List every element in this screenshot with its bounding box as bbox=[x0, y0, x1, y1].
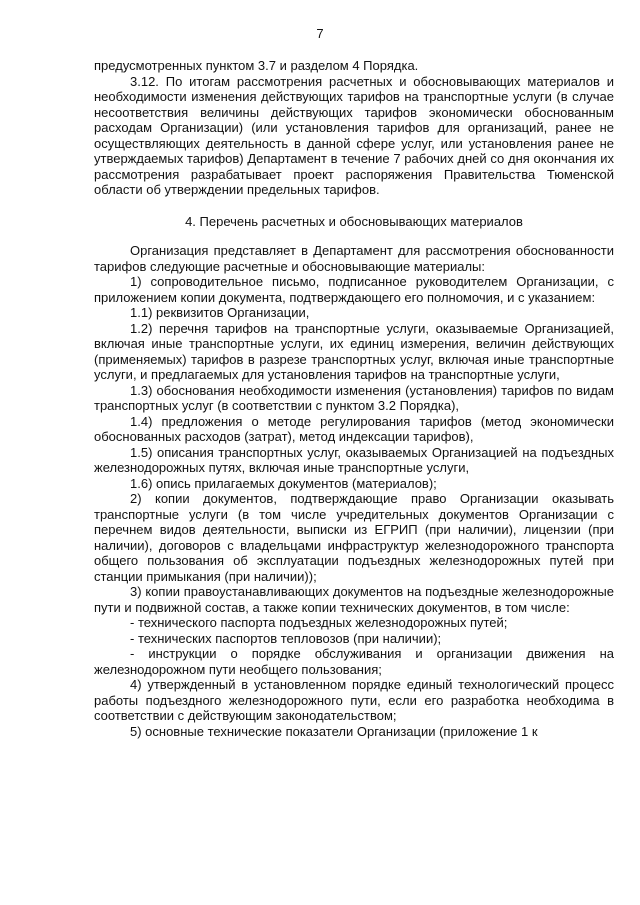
list-item: 1) сопроводительное письмо, подписанное руководителем Организации, с приложением копии документа, подтверждающего его полномочия, и с указанием: bbox=[94, 274, 614, 305]
document-body bbox=[94, 58, 614, 739]
list-item: 4) утвержденный в установленном порядке единый технологический процесс работы подъездного железнодорожного пути, если его разработка необходима в соответствии с действующим законодательством; bbox=[94, 677, 614, 723]
list-item: - технических паспортов тепловозов (при наличии); bbox=[130, 630, 442, 646]
list-item: 5) основные технические показатели Организации (приложение 1 к bbox=[130, 723, 538, 739]
list-item: 1.3) обоснования необходимости изменения (установления) тарифов по видам транспортных услуг (в соответствии с пунктом 3.2 Порядка), bbox=[94, 382, 614, 413]
paragraph: 3.12. По итогам рассмотрения расчетных и обосновывающих материалов и необходимости изменения действующих тарифов на транспортные услуги (в случае несоответствия величины действующих тарифов экономически обоснованным расходам Организации) (или установления тарифов для организаций, ранее не осуществляющих деятельность в данной сфере услуг, или установления ранее не утверждаемых тарифов) Департамент в течение 7 рабочих дней со дня окончания их рассмотрения разрабатывает проект распоряжения Правительства Тюменской области об утверждении предельных тарифов. bbox=[94, 73, 614, 197]
paragraph: Организация представляет в Департамент для рассмотрения обоснованности тарифов следующие расчетные и обосновывающие материалы: bbox=[94, 243, 614, 274]
list-item: 1.4) предложения о методе регулирования тарифов (метод экономически обоснованных расходов (затрат), метод индексации тарифов), bbox=[94, 413, 614, 444]
list-item: 2) копии документов, подтверждающие право Организации оказывать транспортные услуги (в том числе учредительных документов Организации с перечнем видов деятельности, выписки из ЕГРИП (при наличии), лицензии (при наличии), договоров с владельцами инфраструктур железнодорожного транспорта общего пользования об эксплуатации подъездных железнодорожных путей при станции примыкания (при наличии)); bbox=[94, 491, 614, 584]
list-item: 1.6) опись прилагаемых документов (материалов); bbox=[130, 475, 437, 491]
list-item: - инструкции о порядке обслуживания и организации движения на железнодорожном пути необщего пользования; bbox=[94, 646, 614, 677]
paragraph: предусмотренных пунктом 3.7 и разделом 4 Порядка. bbox=[94, 58, 419, 73]
list-item: 1.5) описания транспортных услуг, оказываемых Организацией на подъездных железнодорожных путях, включая иные транспортные услуги, bbox=[94, 444, 614, 475]
page-number: 7 bbox=[316, 26, 324, 41]
list-item: 3) копии правоустанавливающих документов на подъездные железнодорожные пути и подвижной состав, а также копии технических документов, в том числе: bbox=[94, 584, 614, 615]
list-item: 1.1) реквизитов Организации, bbox=[130, 305, 310, 320]
section-heading: 4. Перечень расчетных и обосновывающих материалов bbox=[185, 213, 523, 229]
list-item: - технического паспорта подъездных железнодорожных путей; bbox=[130, 615, 508, 630]
list-item: 1.2) перечня тарифов на транспортные услуги, оказываемые Организацией, включая иные транспортные услуги, их единиц измерения, величин действующих (применяемых) тарифов в разрезе транспортных услуг, включая иные транспортные услуги, и предлагаемых для установления тарифов на транспортные услуги, bbox=[94, 320, 614, 382]
